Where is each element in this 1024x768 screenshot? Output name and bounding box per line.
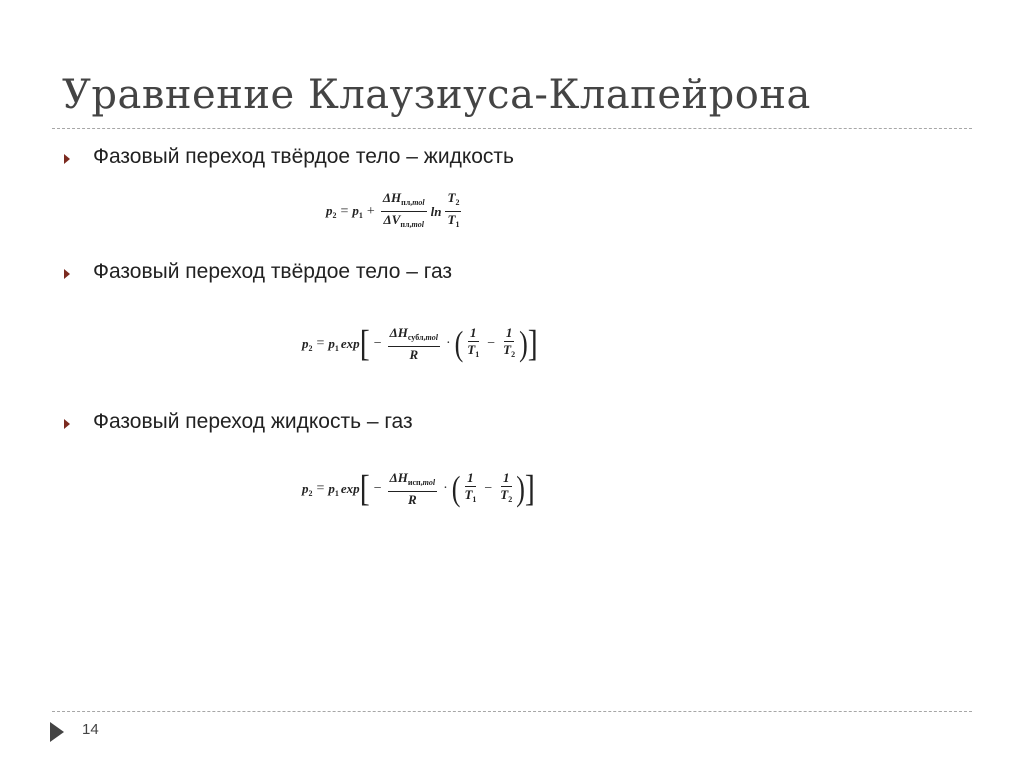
footer-divider: [52, 711, 972, 712]
bullet-arrow-icon: [64, 154, 70, 164]
vaporization-enthalpy-fraction: $\frac{\Delta H_{исп,mol}}{R}$: [389, 470, 436, 507]
bullet-arrow-icon: [64, 419, 70, 429]
bullet-arrow-icon: [64, 269, 70, 279]
page-number: 14: [82, 721, 99, 738]
title-divider: [52, 128, 972, 129]
temperature-ratio-fraction: $\frac{T_2}{T_1}$: [447, 190, 460, 229]
slide-title: Уравнение Клаузиуса-Клапейрона: [62, 72, 811, 118]
formula-solid-liquid: $p_2$ = $p_1$ + $\frac{\Delta H_{пл,mol}}{\Delta V_{пл,mol}}$ ln $\frac{T_2}{T_1}$: [326, 191, 463, 232]
sublimation-enthalpy-fraction: $\frac{\Delta H_{субл,mol}}{R}$: [389, 325, 438, 362]
formula-solid-gas: $p_2$ = $p_1$ exp [ − $\frac{\Delta H_{субл,mol}}{R}$ · ( $\frac{1}{T_1}$ − $\frac{1}{T_2}$ ) ]: [302, 322, 538, 364]
item-3-text: Фазовый переход жидкость – газ: [93, 410, 413, 433]
slide-nav-triangle-icon: [50, 722, 64, 742]
item-2-text: Фазовый переход твёрдое тело – газ: [93, 260, 453, 283]
formula-liquid-gas: $p_2$ = $p_1$ exp [ − $\frac{\Delta H_{исп,mol}}{R}$ · ( $\frac{1}{T_1}$ − $\frac{1}{T_2}$ ) ]: [302, 467, 535, 509]
enthalpy-volume-fraction: $\frac{\Delta H_{пл,mol}}{\Delta V_{пл,mol}}$: [382, 190, 425, 229]
item-1-text: Фазовый переход твёрдое тело – жидкость: [93, 145, 514, 168]
